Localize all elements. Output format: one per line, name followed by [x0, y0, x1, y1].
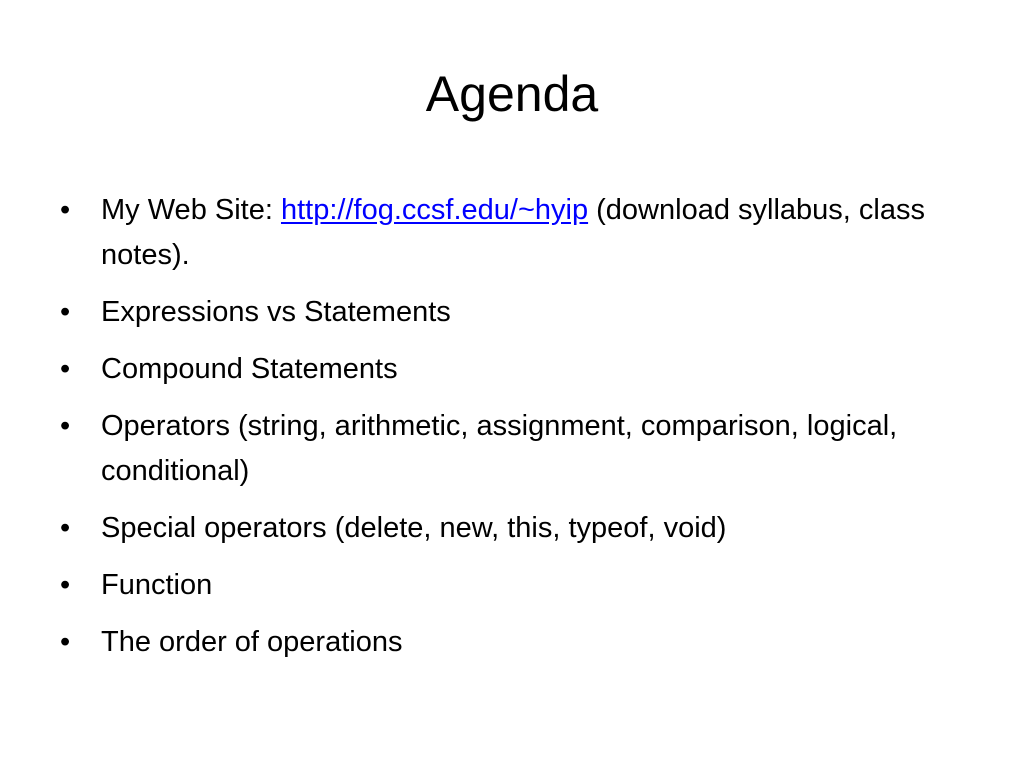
agenda-item-text: Special operators (delete, new, this, typeof, void)	[101, 512, 727, 544]
website-link[interactable]: http://fog.ccsf.edu/~hyip	[280, 194, 589, 226]
agenda-item-text: Operators (string, arithmetic, assignment, comparison, logical, conditional)	[101, 410, 898, 487]
agenda-item-operators	[60, 404, 950, 494]
agenda-item-compound	[60, 347, 950, 392]
bullet-icon: •	[60, 296, 71, 328]
bullet-icon: •	[60, 194, 71, 226]
agenda-item-function	[60, 563, 950, 608]
agenda-item-expressions	[60, 290, 950, 335]
website-suffix: (download syllabus, class notes).	[101, 194, 925, 271]
agenda-item-website	[60, 188, 950, 278]
agenda-item-text: Expressions vs Statements	[101, 296, 451, 328]
bullet-icon: •	[60, 626, 71, 658]
slide-title: Agenda	[425, 66, 599, 122]
website-prefix: My Web Site:	[101, 194, 281, 226]
agenda-item-text: Function	[101, 569, 213, 601]
bullet-icon: •	[60, 512, 71, 544]
agenda-item-special-operators	[60, 506, 950, 551]
bullet-icon: •	[60, 353, 71, 385]
agenda-item-order	[60, 620, 950, 665]
agenda-item-text: Compound Statements	[101, 353, 398, 385]
bullet-icon: •	[60, 569, 71, 601]
agenda-list	[60, 188, 950, 677]
bullet-icon: •	[60, 410, 71, 442]
agenda-item-text: The order of operations	[101, 626, 403, 658]
